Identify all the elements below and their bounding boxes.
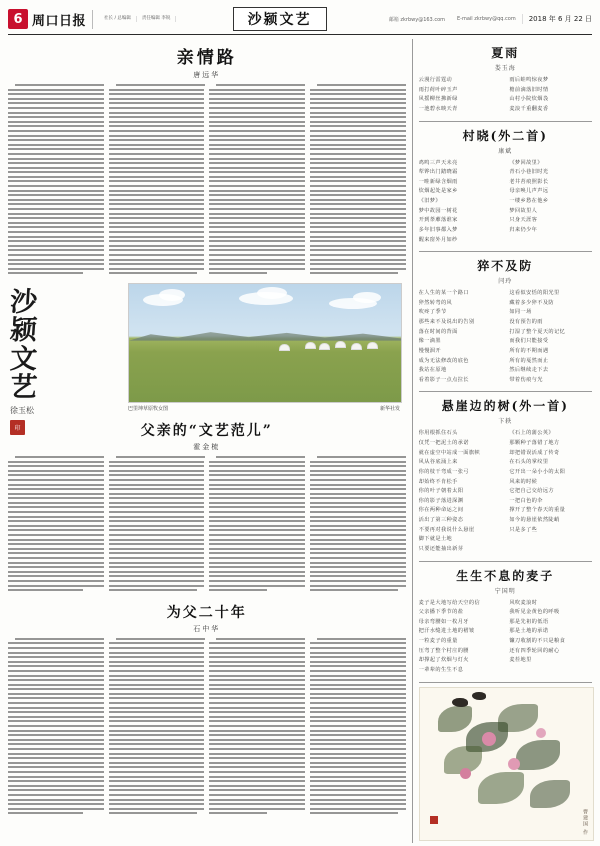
- poem-line: 归来仍少年: [509, 226, 538, 233]
- poem-4-col-1: [509, 599, 592, 676]
- poem-line: 那些来不及说出的告别: [418, 319, 475, 325]
- poem-line: 你的叶子朝着太阳: [418, 488, 464, 495]
- poem-0-col-1: [509, 76, 592, 115]
- poem-author-2: 闫玲: [498, 278, 513, 286]
- poem-line: 醒来窗外月如纱: [418, 236, 458, 243]
- article1-col-1: [8, 84, 104, 277]
- poem-line: 那是先祖的低语: [509, 618, 549, 625]
- poem-4-col-0: [419, 599, 502, 676]
- article1-col-2: [109, 84, 205, 277]
- poem-line: 那颗种子落错了地方: [509, 440, 560, 446]
- article2-col-2: [109, 456, 205, 594]
- article-author-weifu: 石中华: [193, 624, 221, 633]
- poem-title-4: 生生不息的麦子: [456, 568, 555, 583]
- poem-line: 猝然转弯的风: [418, 299, 453, 306]
- masthead: [8, 6, 592, 35]
- poem-line: 成为无法修改的底色: [418, 357, 469, 364]
- poem-line: 麦浪千重翻麦香: [509, 105, 549, 112]
- article-author-fuqin: 霍金梳: [193, 442, 221, 451]
- photo-caption: 巴里坤草原牧女图: [128, 405, 169, 412]
- poem-line: 就在虚空中站成一面旗帜: [418, 449, 481, 456]
- poem-line: 如同一场: [509, 309, 532, 316]
- poem-author-0: 娄玉海: [494, 65, 516, 72]
- poem-title-0: 夏雨: [491, 46, 520, 60]
- poem-line: 在人生的某一个路口: [418, 290, 469, 297]
- poem-body-3: [419, 429, 592, 554]
- article2-col-3: [209, 456, 305, 594]
- poem-line: 还有四季轮回的耐心: [509, 647, 560, 654]
- poem-line: 慢慢洇开: [418, 347, 441, 354]
- article1-body: [8, 84, 406, 277]
- calligraphy-signature: 徐玉松: [10, 406, 34, 416]
- poem-line: 把汗水缝进土地的褶皱: [418, 628, 475, 635]
- poem-line: 母亲唤儿声声远: [509, 188, 549, 195]
- poem-line: 只身天涯客: [509, 217, 538, 224]
- masthead-meta-left: [99, 16, 137, 23]
- poem-line: 带着伤痕与光: [509, 376, 543, 383]
- poem-line: 一畦新绿含烟雨: [418, 178, 458, 185]
- poem-line: 这看似安恬的阳光里: [509, 290, 560, 297]
- poem-1-col-0: [419, 159, 502, 246]
- poem-line: 犁铧出门踏晓霜: [418, 169, 458, 176]
- calligraphy-char-1: 沙: [8, 287, 41, 318]
- poem-title-3: 悬崖边的树(外一首): [441, 399, 569, 414]
- poem-author-4: 宁国明: [494, 587, 516, 595]
- poem-line: 你用根抓住石头: [418, 430, 458, 437]
- masthead-meta-editor-line: 责任编辑 李锐: [141, 15, 171, 21]
- poem-line: 撑开了整个春天的重量: [509, 507, 566, 514]
- poem-line: 鸡鸣三声天未亮: [418, 159, 458, 166]
- poem-line: 一把白色的伞: [509, 497, 543, 504]
- poem-line: 藏着多少猝不及防: [509, 299, 555, 306]
- ink-painting: [419, 687, 594, 841]
- poem-line: 雨后蛙鸣惊夜梦: [509, 77, 549, 83]
- page-body: [8, 39, 592, 843]
- masthead-meta-editor: [137, 16, 176, 23]
- poem-1-col-1: [509, 159, 592, 246]
- poem-body-1: [419, 159, 592, 246]
- masthead-email-1-label: 邮箱: [388, 16, 399, 23]
- poem-line: 檐前滴落旧时情: [509, 86, 549, 93]
- poem-line: 山村小院炊烟袅: [509, 96, 549, 103]
- article2-col-1: [8, 456, 104, 594]
- poem-line: 不要再对我说什么悬崖: [418, 526, 475, 533]
- photo-caption-row: [128, 405, 400, 412]
- poem-line: 打湿了整个夏天的记忆: [509, 328, 566, 335]
- poem-3-col-0: [419, 429, 502, 554]
- article3-col-1: [8, 638, 104, 817]
- poem-section-maizi: [419, 562, 592, 683]
- publish-date: 2018 年 6 月 22 日: [522, 14, 592, 24]
- painting-seal-icon: [430, 816, 438, 824]
- calligraphy-char-4: 艺: [8, 372, 41, 404]
- poem-line: 风摇柳丝拂新绿: [418, 96, 458, 103]
- poem-line: 《梦回故里》: [509, 159, 543, 166]
- poem-line: 你的枝干弯成一张弓: [418, 468, 469, 475]
- article3-body: [8, 638, 406, 817]
- poem-line: 一辈辈的生生不息: [418, 666, 464, 673]
- poem-line: 只是多了些: [509, 526, 538, 533]
- poem-line: 没有预告的雨: [509, 319, 543, 325]
- poem-2-col-0: [419, 289, 502, 385]
- poem-line: 炊烟起处是家乡: [418, 188, 458, 195]
- poem-line: 吹疼了季节: [418, 309, 447, 316]
- poem-line: 仅凭一把泥土的承诺: [418, 440, 469, 446]
- poem-line: 像一滴墨: [418, 338, 441, 345]
- article-title-weifu: 为父二十年: [166, 604, 247, 621]
- poem-line: 一粒麦子的重量: [418, 638, 458, 644]
- article2-col-4: [310, 456, 406, 594]
- article-title-qinqinglu: 亲情路: [176, 48, 237, 68]
- seal-stamp-icon: 印: [10, 420, 25, 435]
- poem-line: 在石头的掌纹里: [509, 459, 549, 466]
- poem-line: 老井苔痕照影长: [509, 178, 549, 185]
- poem-line: 活出了第三种姿态: [418, 517, 464, 523]
- poem-line: 我听见金黄色的呼吸: [509, 609, 560, 616]
- poem-line: 《石上的蒲公英》: [509, 430, 555, 437]
- poem-line: 它开出一朵小小的太阳: [509, 468, 566, 475]
- poem-line: 然后继续走下去: [509, 367, 549, 374]
- poem-section-cunxiao: [419, 122, 592, 253]
- calligraphy-char-2: 颍: [8, 315, 41, 347]
- painting-signature: 曹建国 作: [582, 808, 588, 836]
- poem-line: 却撑起了炊烟与灯火: [418, 657, 469, 664]
- article2-body: [8, 456, 406, 594]
- page-number: 6: [8, 9, 28, 29]
- poem-section-xiayu: [419, 39, 592, 122]
- calligraphy-char-3: 文: [8, 343, 41, 375]
- poem-author-3: 卞轶: [498, 418, 513, 426]
- paper-name: 周口日报: [32, 10, 93, 29]
- poem-line: 雨打荷叶碎玉声: [418, 86, 458, 93]
- poem-line: 多年旧事都入梦: [418, 226, 458, 233]
- masthead-email-2-label: E-mail: [457, 16, 473, 22]
- poem-line: 一池碧水映天青: [418, 105, 458, 112]
- poem-body-2: [419, 289, 592, 385]
- poem-line: 麦子是大地写给天空的信: [418, 599, 481, 606]
- poem-line: 父亲播下季节的盐: [418, 609, 464, 616]
- section-banner: 沙颍文艺: [233, 7, 327, 31]
- poem-line: 它把自己交给远方: [509, 488, 555, 495]
- poem-line: 梦回故里人: [509, 207, 538, 214]
- masthead-email-2: [451, 16, 522, 22]
- article3-col-3: [209, 638, 305, 817]
- masthead-meta-left-line1: 社长 / 总编辑: [104, 15, 131, 21]
- poem-line: 所有的不期而遇: [509, 347, 549, 354]
- article-author-qinqinglu: 唐远华: [193, 71, 221, 79]
- article1-col-4: [310, 84, 406, 277]
- poem-line: 风吹麦浪时: [509, 599, 538, 606]
- poem-line: 压弯了整个村庄的腰: [418, 647, 469, 654]
- poem-line: 却把错误活成了传奇: [509, 449, 560, 456]
- photo-block: [128, 283, 400, 412]
- poem-line: 开到荼蘼落谁家: [418, 217, 458, 224]
- poem-section-cubujifang: [419, 252, 592, 392]
- poem-2-col-1: [509, 289, 592, 385]
- article1-col-3: [209, 84, 305, 277]
- right-column: [413, 39, 592, 843]
- calligraphy-block: [10, 289, 122, 437]
- poem-line: 却始终不肯松手: [418, 478, 458, 485]
- poem-title-2: 猝不及防: [477, 259, 534, 274]
- masthead-email-1: [383, 16, 451, 23]
- poem-line: 梦中故园一树花: [418, 207, 458, 214]
- masthead-email-2-value: zkrbwy@qq.com: [474, 16, 516, 22]
- poem-line: 落在时间的背面: [418, 328, 458, 335]
- poem-line: 所有的戛然而止: [509, 357, 549, 364]
- poem-line: 而我们只能接受: [509, 338, 549, 345]
- poem-line: 一缕乡愁在他乡: [509, 198, 549, 204]
- poem-3-col-1: [509, 429, 592, 554]
- article-title-fuqin: 父亲的“文艺范儿”: [140, 422, 273, 439]
- poem-line: 只要还能抽出新芽: [418, 545, 464, 552]
- poem-line: 那是土地的承诺: [509, 628, 549, 635]
- article3-col-4: [310, 638, 406, 817]
- poem-line: 青石小巷旧时光: [509, 169, 549, 176]
- poem-line: 母亲弯腰如一枚月牙: [418, 618, 469, 625]
- poem-0-col-0: [419, 76, 502, 115]
- poem-line: 《旧梦》: [418, 198, 441, 204]
- article3-col-2: [109, 638, 205, 817]
- poem-line: 风来的时候: [509, 478, 538, 485]
- poem-author-1: 康斌: [498, 147, 513, 155]
- poem-line: 我站在原地: [418, 367, 447, 374]
- poem-line: 你的影子落进深渊: [418, 497, 464, 504]
- photo-credit: 新华社发: [379, 405, 400, 412]
- poem-section-xuanyabiandeshu: [419, 392, 592, 561]
- poem-line: 麦茬地里: [509, 657, 532, 664]
- poem-line: 如今的悬崖依然陡峭: [509, 517, 560, 523]
- poem-body-0: [419, 76, 592, 115]
- grassland-photo: [128, 283, 402, 403]
- poem-line: 云漫行雷霆动: [418, 77, 453, 83]
- poem-line: 镰刀收割的不只是粮食: [509, 638, 566, 644]
- poem-body-4: [419, 599, 592, 676]
- poem-line: 你在两种命运之间: [418, 507, 464, 514]
- poem-title-1: 村晓(外二首): [462, 128, 548, 143]
- masthead-email-1-value: zkrbwy@163.com: [400, 16, 445, 23]
- poem-line: 脚下就是土地: [418, 536, 453, 543]
- left-column: [8, 39, 413, 843]
- poem-line: 看着影子一点点拉长: [418, 376, 469, 383]
- poem-line: 风从谷底涌上来: [418, 459, 458, 466]
